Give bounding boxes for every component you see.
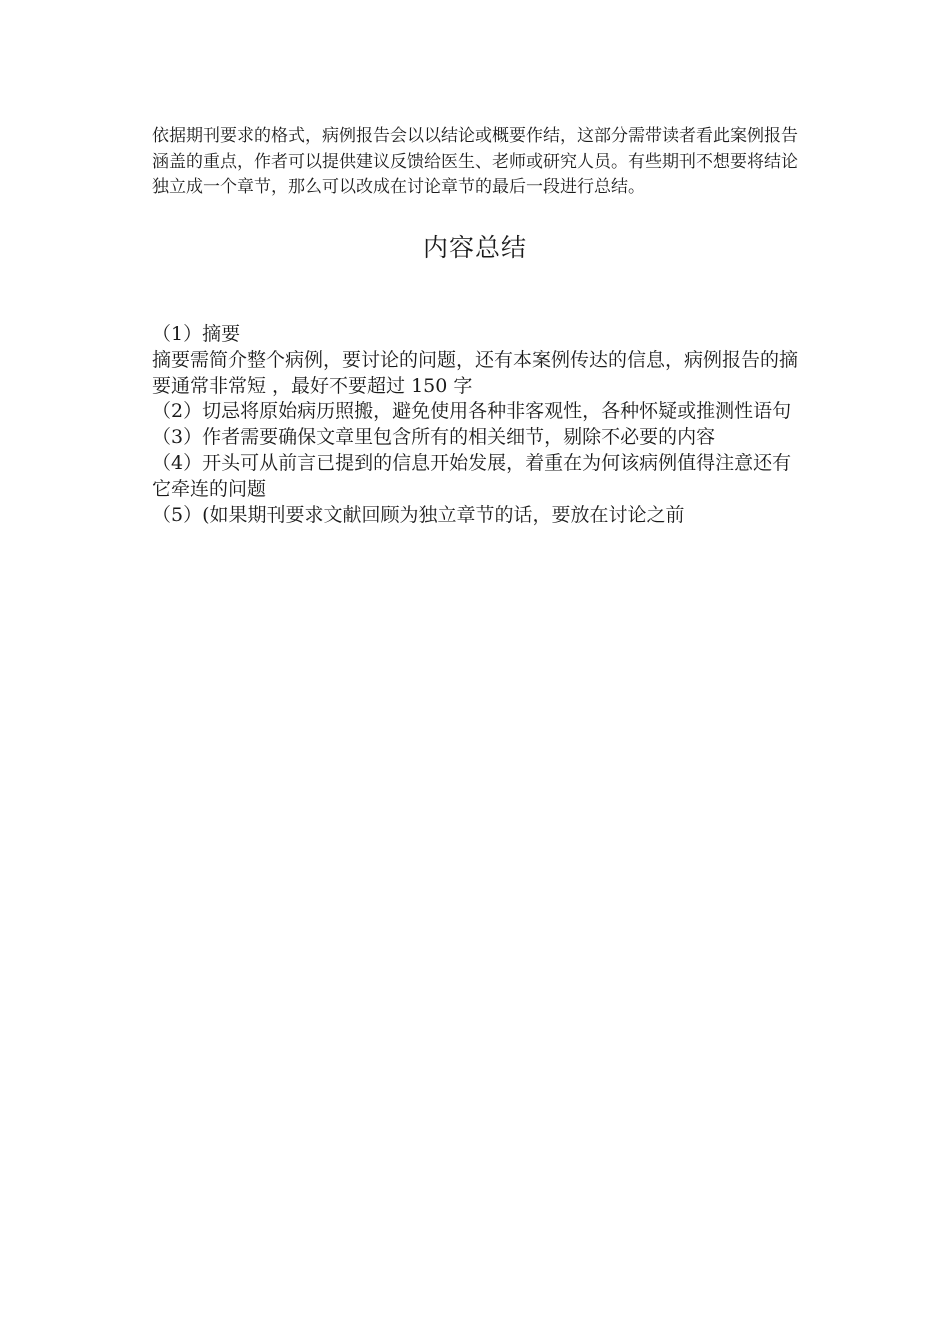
summary-item-abstract-heading: （1）摘要	[152, 323, 241, 345]
intro-paragraph: 依据期刊要求的格式，病例报告会以以结论或概要作结，这部分需带读者看此案例报告涵盖的重点，作者可以提供建议反馈给医生、老师或研究人员。有些期刊不想要将结论独立成一个章节，那么可以改成在讨论章节的最后一段进行总结。	[152, 126, 798, 197]
summary-item-abstract-body: 摘要需简介整个病例，要讨论的问题，还有本案例传达的信息，病例报告的摘要通常非常短 ，最好不要超过 150 字	[152, 348, 799, 397]
section-title: 内容总结	[422, 233, 527, 262]
summary-item-2: （2）切忌将原始病历照搬，避免使用各种非客观性，各种怀疑或推测性语句	[152, 400, 792, 423]
summary-item-4: （4）开头可从前言已提到的信息开始发展，着重在为何该病例值得注意还有它牵连的问题	[152, 451, 792, 500]
summary-item-3: （3）作者需要确保文章里包含所有的相关细节，剔除不必要的内容	[152, 426, 716, 449]
summary-list	[152, 322, 798, 528]
summary-item-5: （5）(如果期刊要求文献回顾为独立章节的话，要放在讨论之前	[152, 503, 685, 526]
